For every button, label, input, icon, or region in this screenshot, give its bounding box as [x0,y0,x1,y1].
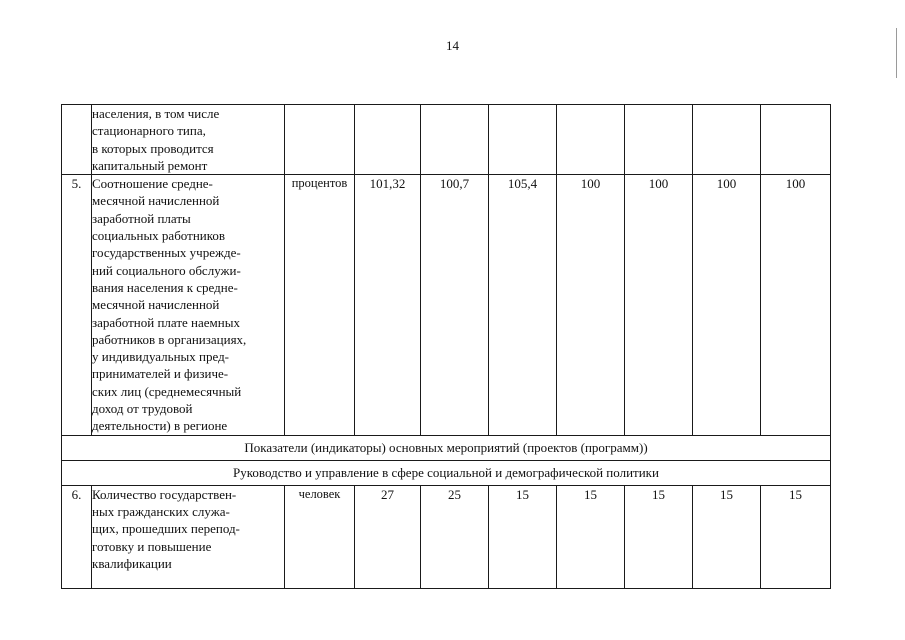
cell-value: 15 [693,485,761,588]
cell-value: 101,32 [355,175,421,435]
indicators-table [61,104,831,589]
cell-value: 100 [693,175,761,435]
cell-num: 5. [62,175,92,435]
cell-indicator-name [92,485,285,588]
table-row-5 [62,175,831,435]
name-line: в которых проводится [92,140,214,156]
name-line: Количество государствен- [92,486,237,502]
name-line: месячной начисленной [92,193,220,209]
cell-value [625,105,693,175]
section-row-main-activities [62,435,831,460]
cell-num: 6. [62,485,92,588]
section-heading: Руководство и управление в сфере социальной и демографической политики [62,460,831,485]
cell-value: 27 [355,485,421,588]
cell-value: 100,7 [421,175,489,435]
name-line: принимателей и физиче- [92,366,229,382]
cell-value: 100 [761,175,831,435]
page-number: 14 [446,38,459,53]
cell-value: 15 [557,485,625,588]
cell-value [557,105,625,175]
cell-value [693,105,761,175]
scan-edge-line [896,28,897,78]
name-line: социальных работников [92,228,226,244]
name-line: стационарного типа, [92,123,206,139]
name-line: Соотношение средне- [92,176,213,192]
cell-value: 25 [421,485,489,588]
name-line: ний социального обслужи- [92,262,241,278]
table-row-6 [62,485,831,588]
table-row-continuation [62,105,831,175]
cell-value [421,105,489,175]
cell-unit: процентов [285,175,355,435]
section-heading: Показатели (индикаторы) основных мероприятий (проектов (программ)) [62,435,831,460]
name-line: квалификации [92,555,172,571]
cell-value: 105,4 [489,175,557,435]
name-line: месячной начисленной [92,297,220,313]
name-line: капитальный ремонт [92,157,208,173]
name-line: ных гражданских служа- [92,503,230,519]
cell-value [355,105,421,175]
name-line: государственных учрежде- [92,245,241,261]
cell-value [761,105,831,175]
cell-indicator-name [92,175,285,435]
name-line: работников в организациях, [92,331,247,347]
name-line: вания населения к средне- [92,279,238,295]
cell-unit [285,105,355,175]
cell-value: 100 [625,175,693,435]
cell-unit: человек [285,485,355,588]
cell-indicator-name [92,105,285,175]
name-line: готовку и повышение [92,538,212,554]
cell-num [62,105,92,175]
cell-value: 15 [625,485,693,588]
name-line: ских лиц (среднемесячный [92,383,242,399]
name-line: заработной платы [92,210,191,226]
cell-value: 15 [761,485,831,588]
cell-value: 100 [557,175,625,435]
name-line: доход от трудовой [92,401,193,417]
name-line: населения, в том числе [92,106,220,121]
name-line: щих, прошедших перепод- [92,521,240,537]
name-line: заработной плате наемных [92,314,240,330]
cell-value: 15 [489,485,557,588]
name-line: у индивидуальных пред- [92,349,230,365]
name-line: деятельности) в регионе [92,418,228,434]
section-row-management [62,460,831,485]
cell-value [489,105,557,175]
